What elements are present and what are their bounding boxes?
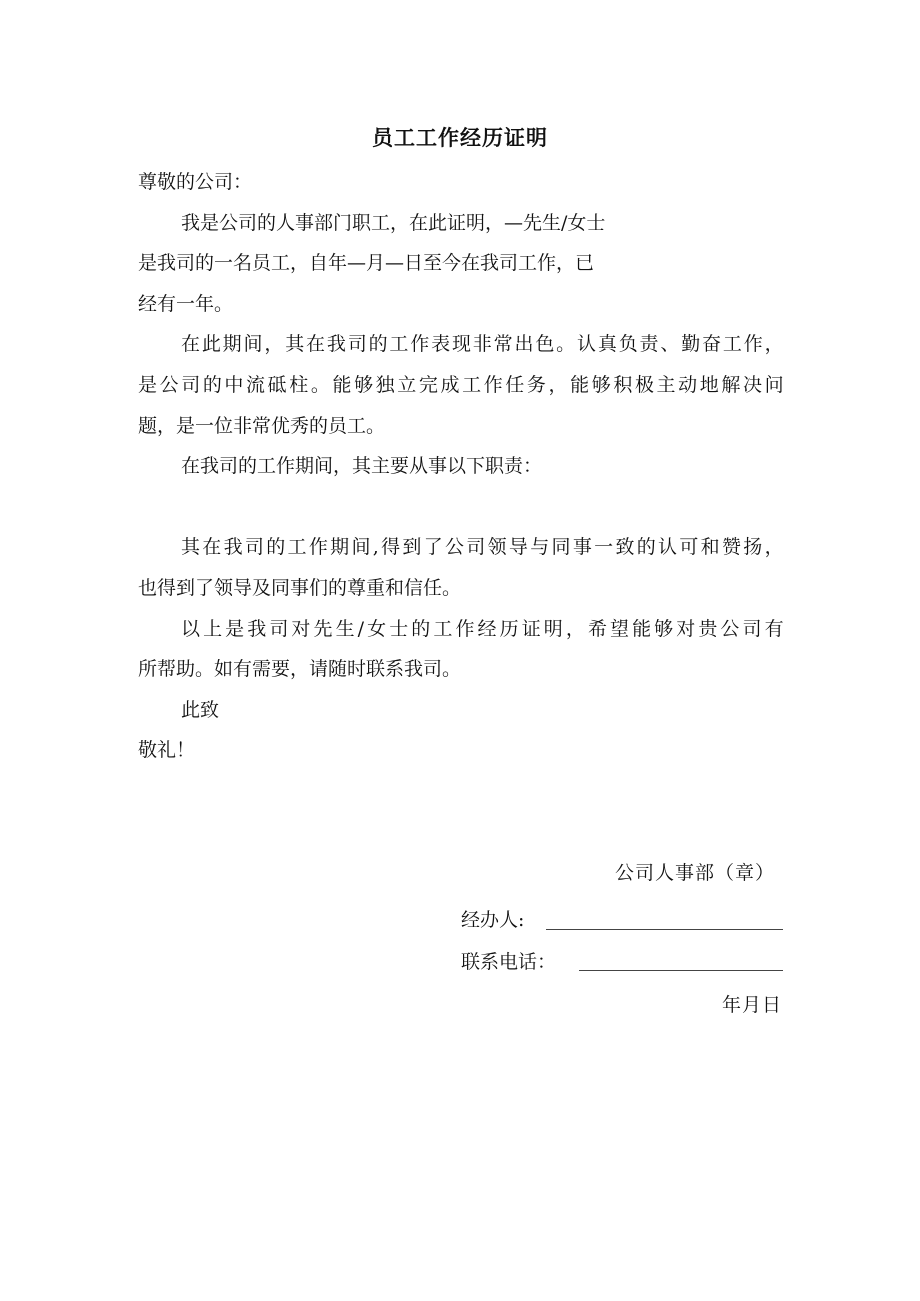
letter-body bbox=[138, 162, 784, 771]
closing-line-2: 敬礼！ bbox=[138, 739, 196, 762]
salutation: 尊敬的公司： bbox=[138, 171, 253, 193]
paragraph-4-line-2: 也得到了领导及同事们的尊重和信任。 bbox=[138, 576, 462, 599]
paragraph-4-line-1: 其在我司的工作期间,得到了公司领导与同事一致的认可和赞扬， bbox=[181, 536, 784, 559]
paragraph-5-line-2: 所帮助。如有需要，请随时联系我司。 bbox=[138, 658, 462, 681]
paragraph-2-line-2: 是公司的中流砥柱。能够独立完成工作任务，能够积极主动地解决问 bbox=[138, 373, 784, 396]
document-title: 员工工作经历证明 bbox=[372, 126, 548, 150]
handler-label: 经办人: bbox=[461, 909, 525, 931]
paragraph-5-line-1: 以上是我司对先生/女士的工作经历证明，希望能够对贵公司有 bbox=[181, 617, 784, 640]
signature-department: 公司人事部（章） bbox=[614, 862, 775, 884]
phone-label: 联系电话： bbox=[461, 951, 557, 973]
paragraph-1-line-2: 是我司的一名员工，自年—月—日至今在我司工作，已 bbox=[138, 252, 595, 275]
paragraph-2-line-3: 题，是一位非常优秀的员工。 bbox=[138, 414, 386, 437]
blank-duties-space bbox=[138, 487, 784, 528]
phone-signature-line[interactable] bbox=[579, 970, 783, 971]
closing-line-1: 此致 bbox=[181, 698, 220, 721]
signature-date: 年月日 bbox=[721, 994, 782, 1016]
paragraph-1-line-3: 经有一年。 bbox=[138, 292, 234, 315]
paragraph-3-line-1: 在我司的工作期间，其主要从事以下职责： bbox=[181, 455, 543, 478]
paragraph-1-line-1: 我是公司的人事部门职工，在此证明，—先生/女士 bbox=[181, 211, 606, 234]
paragraph-2-line-1: 在此期间，其在我司的工作表现非常出色。认真负责、勤奋工作， bbox=[181, 333, 784, 356]
handler-signature-line[interactable] bbox=[546, 929, 783, 930]
